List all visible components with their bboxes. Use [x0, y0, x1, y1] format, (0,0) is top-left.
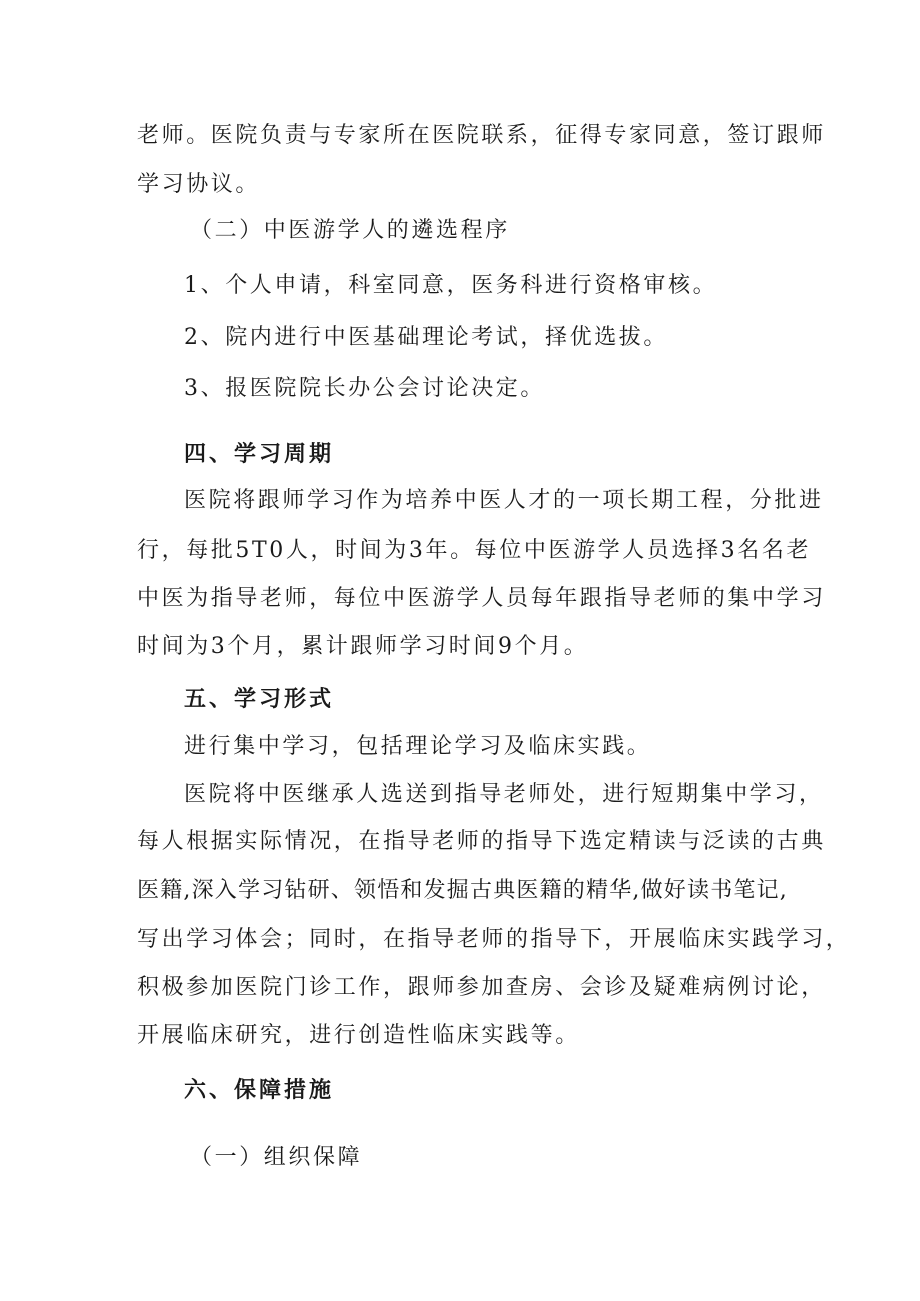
section-heading: 四、学习周期 [184, 442, 335, 467]
section-heading: 五、学习形式 [184, 687, 335, 712]
paragraph-line: 医院将中医继承人选送到指导老师处，进行短期集中学习， [184, 782, 824, 807]
subsection-heading: （二）中医游学人的遴选程序 [190, 218, 510, 243]
paragraph-line: 积极参加医院门诊工作，跟师参加查房、会诊及疑难病例讨论， [137, 975, 826, 1000]
paragraph-line: 进行集中学习，包括理论学习及临床实践。 [184, 734, 652, 759]
list-item: 1、个人申请，科室同意，医务科进行资格审核。 [184, 273, 718, 298]
section-heading: 六、保障措施 [184, 1078, 335, 1103]
subsection-heading: （一）组织保障 [190, 1145, 363, 1170]
list-item: 3、报医院院长办公会讨论决定。 [184, 376, 545, 401]
paragraph-line: 时间为3个月，累计跟师学习时间9个月。 [137, 634, 589, 659]
paragraph-line: 行，每批5T0人，时间为3年。每位中医游学人员选择3名名老 [137, 538, 812, 563]
list-item: 2、院内进行中医基础理论考试，择优选拔。 [184, 325, 668, 350]
paragraph-line: 医籍,深入学习钻研、领悟和发掘古典医籍的精华,做好读书笔记, [137, 878, 788, 903]
paragraph-line: 开展临床研究，进行创造性临床实践等。 [137, 1023, 580, 1048]
paragraph-line: 医院将跟师学习作为培养中医人才的一项长期工程，分批进 [184, 488, 824, 513]
paragraph-line: 学习协议。 [137, 172, 261, 197]
paragraph-line: 老师。医院负责与专家所在医院联系，征得专家同意，签订跟师 [137, 123, 826, 148]
paragraph-line: 每人根据实际情况，在指导老师的指导下选定精读与泛读的古典 [137, 829, 826, 854]
paragraph-line: 写出学习体会；同时，在指导老师的指导下，开展临床实践学习， [137, 927, 851, 952]
paragraph-line: 中医为指导老师，每位中医游学人员每年跟指导老师的集中学习 [137, 586, 826, 611]
